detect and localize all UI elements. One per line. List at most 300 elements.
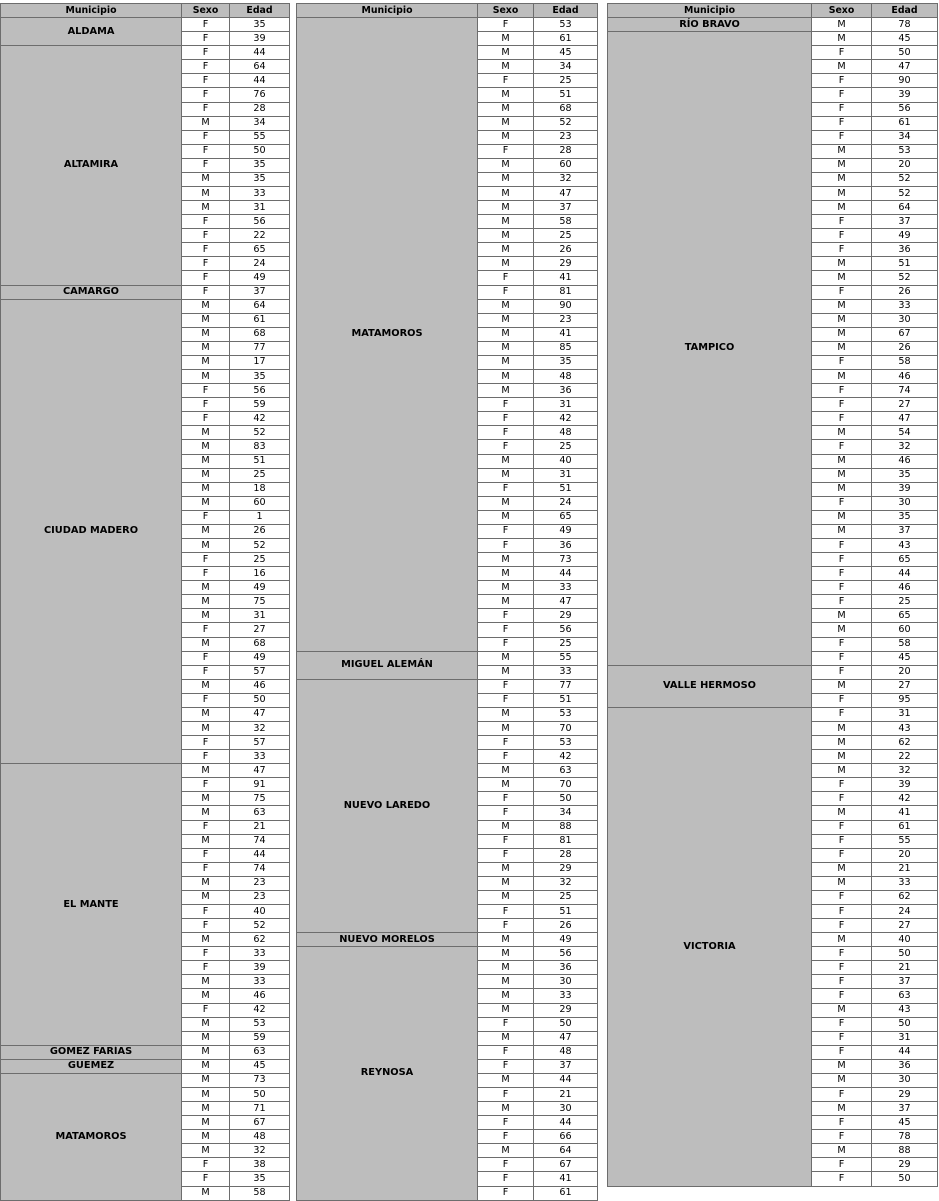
edad-cell: 74: [230, 862, 290, 876]
sexo-cell: F: [478, 1088, 534, 1102]
sexo-cell: M: [182, 1088, 230, 1102]
sexo-cell: F: [812, 1116, 872, 1130]
sexo-cell: F: [812, 116, 872, 130]
edad-cell: 30: [534, 975, 598, 989]
edad-cell: 88: [534, 820, 598, 834]
table-row: [608, 665, 938, 679]
header-sexo: Sexo: [812, 4, 872, 18]
edad-cell: 78: [872, 1130, 938, 1144]
edad-cell: 44: [534, 567, 598, 581]
edad-cell: 59: [230, 1031, 290, 1045]
edad-cell: 95: [872, 693, 938, 707]
edad-cell: 46: [872, 581, 938, 595]
sexo-cell: M: [478, 468, 534, 482]
sexo-cell: F: [478, 736, 534, 750]
edad-cell: 52: [872, 271, 938, 285]
sexo-cell: M: [812, 172, 872, 186]
sexo-cell: M: [182, 1102, 230, 1116]
sexo-cell: M: [478, 384, 534, 398]
sexo-cell: M: [812, 862, 872, 876]
table-panel-2: [296, 3, 598, 1201]
header-edad: Edad: [230, 4, 290, 18]
edad-cell: 38: [230, 1158, 290, 1172]
sexo-cell: F: [812, 890, 872, 904]
edad-cell: 21: [872, 862, 938, 876]
sexo-cell: F: [812, 215, 872, 229]
edad-cell: 27: [230, 623, 290, 637]
municipio-cell: MATAMOROS: [1, 1073, 182, 1200]
edad-cell: 21: [230, 820, 290, 834]
sexo-cell: M: [812, 158, 872, 172]
edad-cell: 29: [534, 862, 598, 876]
edad-cell: 34: [534, 806, 598, 820]
sexo-cell: M: [182, 538, 230, 552]
edad-cell: 50: [872, 46, 938, 60]
sexo-cell: M: [812, 18, 872, 32]
edad-cell: 25: [230, 553, 290, 567]
sexo-cell: F: [478, 905, 534, 919]
edad-cell: 47: [534, 595, 598, 609]
sexo-cell: M: [182, 834, 230, 848]
sexo-cell: M: [478, 454, 534, 468]
sexo-cell: M: [478, 496, 534, 510]
edad-cell: 22: [230, 229, 290, 243]
edad-cell: 37: [534, 201, 598, 215]
edad-cell: 52: [230, 538, 290, 552]
sexo-cell: F: [812, 1088, 872, 1102]
sexo-cell: M: [478, 201, 534, 215]
sexo-cell: M: [182, 890, 230, 904]
sexo-cell: M: [478, 567, 534, 581]
sexo-cell: F: [182, 736, 230, 750]
sexo-cell: M: [478, 341, 534, 355]
edad-cell: 51: [534, 482, 598, 496]
sexo-cell: M: [812, 1003, 872, 1017]
sexo-cell: M: [478, 88, 534, 102]
sexo-cell: F: [182, 285, 230, 299]
sexo-cell: M: [478, 46, 534, 60]
edad-cell: 18: [230, 482, 290, 496]
edad-cell: 50: [534, 1017, 598, 1031]
edad-cell: 68: [534, 102, 598, 116]
edad-cell: 34: [872, 130, 938, 144]
edad-cell: 32: [872, 440, 938, 454]
edad-cell: 51: [534, 88, 598, 102]
edad-cell: 49: [534, 933, 598, 947]
sexo-cell: F: [478, 426, 534, 440]
sexo-cell: M: [182, 440, 230, 454]
municipio-cell: EL MANTE: [1, 764, 182, 1046]
sexo-cell: F: [478, 482, 534, 496]
sexo-cell: M: [182, 370, 230, 384]
edad-cell: 27: [872, 398, 938, 412]
sexo-cell: M: [478, 890, 534, 904]
municipio-cell: VALLE HERMOSO: [608, 665, 812, 707]
municipio-cell: NUEVO MORELOS: [297, 933, 478, 947]
edad-cell: 40: [534, 454, 598, 468]
sexo-cell: F: [182, 144, 230, 158]
sexo-cell: M: [812, 764, 872, 778]
edad-cell: 56: [872, 102, 938, 116]
sexo-cell: F: [182, 947, 230, 961]
edad-cell: 42: [230, 1003, 290, 1017]
edad-cell: 47: [872, 412, 938, 426]
sexo-cell: M: [478, 1073, 534, 1087]
edad-cell: 32: [872, 764, 938, 778]
header-sexo: Sexo: [182, 4, 230, 18]
edad-cell: 63: [230, 806, 290, 820]
sexo-cell: F: [812, 538, 872, 552]
sexo-cell: M: [478, 876, 534, 890]
sexo-cell: F: [478, 1116, 534, 1130]
edad-cell: 68: [230, 327, 290, 341]
edad-cell: 60: [534, 158, 598, 172]
sexo-cell: M: [182, 1130, 230, 1144]
edad-cell: 24: [230, 257, 290, 271]
sexo-cell: F: [182, 88, 230, 102]
table-row: [1, 46, 290, 60]
edad-cell: 30: [872, 496, 938, 510]
sexo-cell: F: [182, 412, 230, 426]
edad-cell: 73: [534, 553, 598, 567]
edad-cell: 56: [230, 384, 290, 398]
sexo-cell: M: [182, 975, 230, 989]
edad-cell: 42: [534, 750, 598, 764]
edad-cell: 44: [534, 1073, 598, 1087]
edad-cell: 33: [534, 581, 598, 595]
sexo-cell: F: [812, 665, 872, 679]
edad-cell: 75: [230, 792, 290, 806]
edad-cell: 26: [872, 285, 938, 299]
edad-cell: 35: [872, 510, 938, 524]
edad-cell: 50: [230, 1088, 290, 1102]
edad-cell: 48: [230, 1130, 290, 1144]
sexo-cell: F: [182, 158, 230, 172]
edad-cell: 61: [872, 116, 938, 130]
sexo-cell: M: [478, 933, 534, 947]
edad-cell: 46: [230, 679, 290, 693]
edad-cell: 53: [230, 1017, 290, 1031]
sexo-cell: F: [478, 1186, 534, 1200]
edad-cell: 52: [230, 919, 290, 933]
sexo-cell: F: [478, 679, 534, 693]
sexo-cell: F: [812, 961, 872, 975]
sexo-cell: M: [812, 327, 872, 341]
edad-cell: 62: [872, 736, 938, 750]
edad-cell: 57: [230, 736, 290, 750]
edad-cell: 31: [872, 707, 938, 721]
sexo-cell: M: [478, 707, 534, 721]
sexo-cell: M: [182, 496, 230, 510]
sexo-cell: M: [478, 553, 534, 567]
table-row: [1, 1045, 290, 1059]
edad-cell: 33: [230, 975, 290, 989]
sexo-cell: F: [478, 609, 534, 623]
edad-cell: 37: [872, 975, 938, 989]
sexo-cell: F: [182, 778, 230, 792]
sexo-cell: M: [182, 679, 230, 693]
edad-cell: 26: [230, 524, 290, 538]
sexo-cell: F: [812, 243, 872, 257]
edad-cell: 73: [230, 1073, 290, 1087]
edad-cell: 81: [534, 285, 598, 299]
sexo-cell: F: [478, 1158, 534, 1172]
municipio-cell: GÜEMEZ: [1, 1059, 182, 1073]
municipio-cell: REYNOSA: [297, 947, 478, 1200]
edad-cell: 85: [534, 341, 598, 355]
sexo-cell: F: [812, 637, 872, 651]
sexo-cell: F: [478, 919, 534, 933]
sexo-cell: F: [478, 806, 534, 820]
data-table-1: [0, 3, 290, 1201]
edad-cell: 43: [872, 538, 938, 552]
edad-cell: 37: [872, 1102, 938, 1116]
edad-cell: 50: [230, 144, 290, 158]
edad-cell: 51: [872, 257, 938, 271]
edad-cell: 62: [872, 890, 938, 904]
sexo-cell: F: [182, 257, 230, 271]
sexo-cell: F: [182, 1003, 230, 1017]
edad-cell: 71: [230, 1102, 290, 1116]
sexo-cell: M: [812, 468, 872, 482]
sexo-cell: M: [478, 1102, 534, 1116]
sexo-cell: F: [182, 961, 230, 975]
table-row: [1, 1073, 290, 1087]
edad-cell: 35: [872, 468, 938, 482]
sexo-cell: F: [812, 74, 872, 88]
sexo-cell: F: [812, 595, 872, 609]
sexo-cell: M: [812, 454, 872, 468]
sexo-cell: M: [478, 229, 534, 243]
edad-cell: 33: [230, 750, 290, 764]
edad-cell: 39: [872, 778, 938, 792]
sexo-cell: M: [812, 679, 872, 693]
edad-cell: 29: [534, 609, 598, 623]
sexo-cell: F: [812, 553, 872, 567]
sexo-cell: M: [812, 144, 872, 158]
sexo-cell: M: [478, 215, 534, 229]
sexo-cell: M: [478, 651, 534, 665]
edad-cell: 24: [872, 905, 938, 919]
sexo-cell: F: [182, 130, 230, 144]
sexo-cell: M: [478, 313, 534, 327]
edad-cell: 90: [872, 74, 938, 88]
edad-cell: 39: [872, 482, 938, 496]
data-table-2: [296, 3, 598, 1201]
edad-cell: 28: [534, 848, 598, 862]
sexo-cell: M: [812, 876, 872, 890]
sexo-cell: M: [812, 1144, 872, 1158]
sexo-cell: M: [182, 524, 230, 538]
edad-cell: 51: [230, 454, 290, 468]
edad-cell: 35: [230, 172, 290, 186]
edad-cell: 74: [872, 384, 938, 398]
sexo-cell: F: [478, 440, 534, 454]
municipio-cell: TAMPICO: [608, 32, 812, 666]
sexo-cell: F: [812, 693, 872, 707]
header-edad: Edad: [872, 4, 938, 18]
table-row: [297, 933, 598, 947]
sexo-cell: F: [182, 919, 230, 933]
sexo-cell: M: [478, 721, 534, 735]
edad-cell: 58: [872, 637, 938, 651]
edad-cell: 50: [872, 947, 938, 961]
edad-cell: 45: [872, 1116, 938, 1130]
edad-cell: 63: [230, 1045, 290, 1059]
table-row: [297, 651, 598, 665]
sexo-cell: F: [812, 919, 872, 933]
edad-cell: 33: [534, 989, 598, 1003]
sexo-cell: M: [182, 1059, 230, 1073]
sexo-cell: M: [478, 32, 534, 46]
header-row: [297, 4, 598, 18]
edad-cell: 34: [230, 116, 290, 130]
sexo-cell: F: [478, 398, 534, 412]
sexo-cell: F: [812, 947, 872, 961]
edad-cell: 35: [230, 1172, 290, 1186]
edad-cell: 25: [230, 468, 290, 482]
edad-cell: 25: [534, 440, 598, 454]
edad-cell: 53: [534, 736, 598, 750]
sexo-cell: F: [812, 1031, 872, 1045]
edad-cell: 67: [230, 1116, 290, 1130]
sexo-cell: F: [812, 651, 872, 665]
edad-cell: 41: [872, 806, 938, 820]
sexo-cell: F: [478, 623, 534, 637]
sexo-cell: F: [478, 524, 534, 538]
edad-cell: 36: [534, 384, 598, 398]
edad-cell: 70: [534, 778, 598, 792]
edad-cell: 44: [230, 848, 290, 862]
edad-cell: 39: [230, 32, 290, 46]
sexo-cell: M: [478, 1003, 534, 1017]
sexo-cell: M: [182, 637, 230, 651]
edad-cell: 41: [534, 327, 598, 341]
table-row: [297, 679, 598, 693]
sexo-cell: F: [478, 18, 534, 32]
sexo-cell: M: [182, 187, 230, 201]
table-row: [608, 18, 938, 32]
sexo-cell: M: [812, 1059, 872, 1073]
edad-cell: 49: [230, 271, 290, 285]
sexo-cell: F: [478, 693, 534, 707]
sexo-cell: M: [478, 130, 534, 144]
header-row: [608, 4, 938, 18]
edad-cell: 32: [230, 1144, 290, 1158]
edad-cell: 36: [872, 1059, 938, 1073]
edad-cell: 49: [230, 581, 290, 595]
edad-cell: 32: [230, 721, 290, 735]
edad-cell: 47: [230, 707, 290, 721]
edad-cell: 17: [230, 355, 290, 369]
edad-cell: 78: [872, 18, 938, 32]
sexo-cell: M: [182, 355, 230, 369]
sexo-cell: F: [812, 567, 872, 581]
edad-cell: 21: [872, 961, 938, 975]
sexo-cell: F: [182, 18, 230, 32]
sexo-cell: M: [182, 482, 230, 496]
sexo-cell: M: [182, 341, 230, 355]
table-row: [608, 707, 938, 721]
edad-cell: 25: [534, 890, 598, 904]
sexo-cell: F: [812, 496, 872, 510]
edad-cell: 20: [872, 665, 938, 679]
municipio-cell: CIUDAD MADERO: [1, 299, 182, 764]
sexo-cell: M: [478, 187, 534, 201]
edad-cell: 59: [230, 398, 290, 412]
sexo-cell: F: [182, 384, 230, 398]
sexo-cell: M: [478, 1031, 534, 1045]
edad-cell: 33: [230, 947, 290, 961]
edad-cell: 56: [230, 215, 290, 229]
sexo-cell: M: [478, 947, 534, 961]
table-row: [1, 18, 290, 32]
sexo-cell: F: [182, 693, 230, 707]
sexo-cell: F: [812, 707, 872, 721]
edad-cell: 29: [534, 257, 598, 271]
municipio-cell: NUEVO LAREDO: [297, 679, 478, 932]
edad-cell: 21: [534, 1088, 598, 1102]
edad-cell: 29: [872, 1088, 938, 1102]
sexo-cell: F: [812, 1172, 872, 1186]
sexo-cell: F: [478, 144, 534, 158]
municipio-cell: MIGUEL ALEMÁN: [297, 651, 478, 679]
sexo-cell: F: [812, 102, 872, 116]
edad-cell: 44: [230, 74, 290, 88]
header-municipio: Municipio: [608, 4, 812, 18]
sexo-cell: M: [812, 60, 872, 74]
municipio-cell: RÍO BRAVO: [608, 18, 812, 32]
edad-cell: 54: [872, 426, 938, 440]
edad-cell: 46: [230, 989, 290, 1003]
sexo-cell: F: [812, 440, 872, 454]
sexo-cell: F: [812, 834, 872, 848]
edad-cell: 30: [534, 1102, 598, 1116]
sexo-cell: F: [478, 285, 534, 299]
edad-cell: 56: [534, 623, 598, 637]
edad-cell: 63: [872, 989, 938, 1003]
sexo-cell: F: [478, 1130, 534, 1144]
edad-cell: 61: [872, 820, 938, 834]
table-row: [608, 32, 938, 46]
edad-cell: 40: [230, 905, 290, 919]
edad-cell: 35: [534, 355, 598, 369]
table-panel-1: [0, 3, 290, 1201]
sexo-cell: F: [182, 398, 230, 412]
edad-cell: 60: [230, 496, 290, 510]
edad-cell: 65: [230, 243, 290, 257]
edad-cell: 66: [534, 1130, 598, 1144]
sexo-cell: F: [182, 60, 230, 74]
sexo-cell: F: [182, 102, 230, 116]
edad-cell: 29: [872, 1158, 938, 1172]
edad-cell: 48: [534, 370, 598, 384]
edad-cell: 53: [872, 144, 938, 158]
edad-cell: 65: [872, 609, 938, 623]
sexo-cell: M: [478, 1144, 534, 1158]
sexo-cell: M: [182, 989, 230, 1003]
edad-cell: 39: [872, 88, 938, 102]
municipio-cell: ALDAMA: [1, 18, 182, 46]
sexo-cell: F: [812, 229, 872, 243]
edad-cell: 45: [534, 46, 598, 60]
edad-cell: 65: [534, 510, 598, 524]
sexo-cell: M: [478, 243, 534, 257]
table-panel-3: [607, 3, 938, 1187]
edad-cell: 46: [872, 454, 938, 468]
sexo-cell: M: [478, 327, 534, 341]
sexo-cell: F: [182, 510, 230, 524]
